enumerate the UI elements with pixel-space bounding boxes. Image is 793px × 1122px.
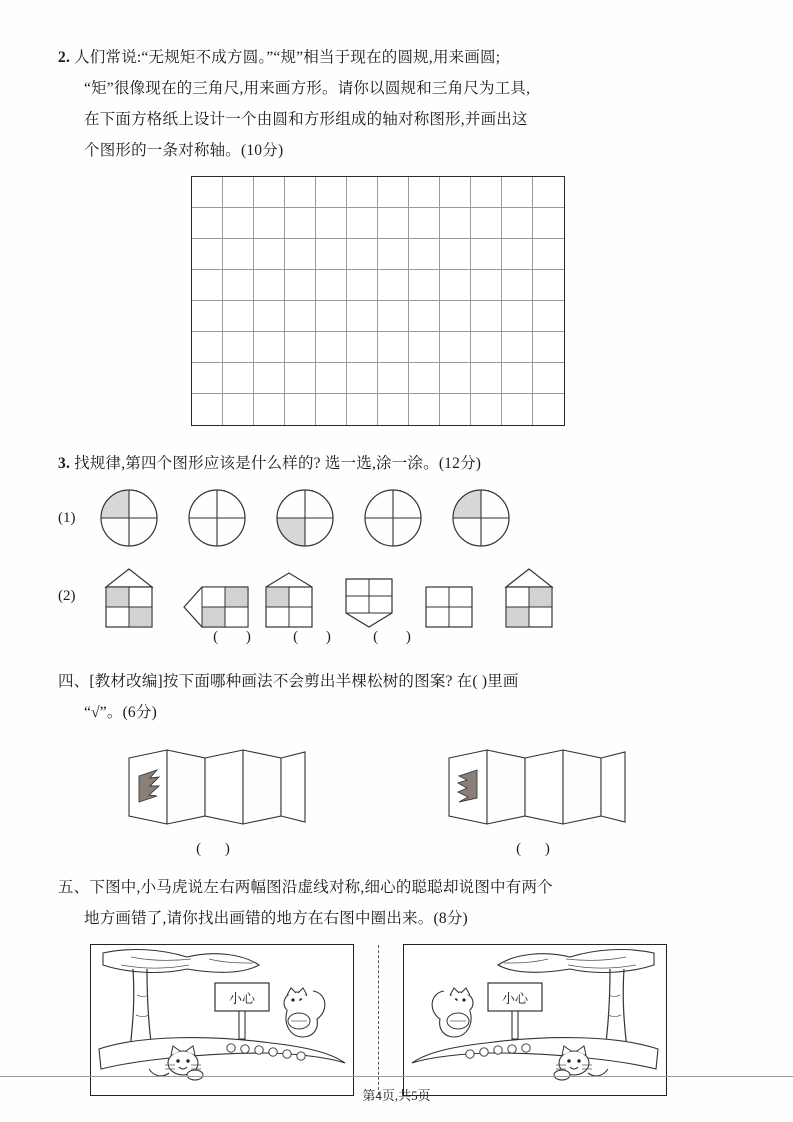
- grid-cell: [192, 239, 223, 270]
- grid-cell: [440, 363, 471, 394]
- grid-cell: [502, 301, 533, 332]
- section-4: [58, 666, 698, 728]
- answer-bracket-2[interactable]: ( ): [293, 629, 343, 645]
- grid-cell: [440, 270, 471, 301]
- grid-cell: [192, 394, 223, 425]
- grid-cell: [316, 301, 347, 332]
- grid-paper[interactable]: [191, 176, 565, 426]
- fold-option-2-caption[interactable]: ( ): [516, 841, 560, 857]
- answer-bracket-1[interactable]: ( ): [213, 629, 263, 645]
- question-3-row-2-label: (2): [58, 587, 76, 604]
- grid-cell: [440, 208, 471, 239]
- grid-cell: [192, 270, 223, 301]
- circle-shape-5[interactable]: [450, 487, 512, 549]
- grid-paper-wrap: [58, 176, 698, 426]
- grid-cell: [192, 332, 223, 363]
- grid-cell: [471, 332, 502, 363]
- sign-text-right: 小心: [501, 991, 528, 1006]
- grid-cell: [471, 301, 502, 332]
- grid-cell: [347, 394, 378, 425]
- grid-cell: [409, 270, 440, 301]
- left-arrow-shape[interactable]: [178, 565, 240, 627]
- grid-cell: [285, 208, 316, 239]
- picture-left[interactable]: [90, 944, 354, 1096]
- grid-cell: [223, 394, 254, 425]
- house-shape-1[interactable]: [98, 565, 160, 627]
- symmetry-pictures: [58, 944, 698, 1096]
- question-3-row-1-label: (1): [58, 509, 76, 526]
- grid-cell: [533, 177, 564, 208]
- grid-cell: [285, 239, 316, 270]
- grid-cell: [471, 394, 502, 425]
- grid-cell: [533, 332, 564, 363]
- grid-cell: [285, 301, 316, 332]
- fold-option-1-caption[interactable]: ( ): [196, 841, 240, 857]
- grid-cell: [533, 363, 564, 394]
- grid-cell: [533, 301, 564, 332]
- grid-cell: [192, 301, 223, 332]
- question-2: [58, 42, 698, 166]
- grid-cell: [192, 363, 223, 394]
- grid-cell: [347, 177, 378, 208]
- grid-cell: [378, 394, 409, 425]
- page-content: [58, 42, 698, 1096]
- circle-series: [98, 487, 512, 549]
- grid-cell: [502, 208, 533, 239]
- grid-cell: [254, 177, 285, 208]
- circle-shape-2[interactable]: [186, 487, 248, 549]
- grid-cell: [254, 363, 285, 394]
- grid-cell: [316, 332, 347, 363]
- page-number: 第4页,共5页: [362, 1088, 431, 1103]
- grid-cell: [378, 177, 409, 208]
- grid-cell: [533, 239, 564, 270]
- grid-cell: [316, 239, 347, 270]
- circle-shape-4[interactable]: [362, 487, 424, 549]
- section-4-line-2: “√”。(6分): [84, 704, 157, 721]
- question-3-answer-brackets: [198, 629, 698, 646]
- grid-cell: [347, 239, 378, 270]
- svg-text:小心: 小心: [228, 991, 255, 1006]
- grid-cell: [471, 239, 502, 270]
- grid-cell: [223, 239, 254, 270]
- grid-cell: [502, 332, 533, 363]
- grid-cell: [223, 208, 254, 239]
- grid-cell: [347, 208, 378, 239]
- grid-cell: [254, 239, 285, 270]
- grid-cell: [440, 332, 471, 363]
- grid-cell: [192, 208, 223, 239]
- section-5-line-2: 地方画错了,请你找出画错的地方在右图中圈出来。(8分): [84, 910, 468, 927]
- grid-cell: [502, 239, 533, 270]
- grid-cell: [285, 332, 316, 363]
- grid-cell: [502, 363, 533, 394]
- grid-cell: [502, 394, 533, 425]
- shape-series: [98, 565, 560, 627]
- grid-cell: [409, 239, 440, 270]
- grid-cell: [285, 270, 316, 301]
- question-2-line-3: 在下面方格纸上设计一个由圆和方形组成的轴对称图形,并画出这: [84, 111, 528, 128]
- grid-cell: [440, 239, 471, 270]
- grid-cell: [223, 301, 254, 332]
- question-2-text-1: 人们常说:“无规矩不成方圆。”“规”相当于现在的圆规,用来画圆;: [74, 49, 501, 66]
- square-tilt-shape[interactable]: [258, 565, 320, 627]
- grid-cell: [533, 208, 564, 239]
- grid-cell: [471, 363, 502, 394]
- grid-cell: [409, 301, 440, 332]
- grid-cell: [223, 270, 254, 301]
- grid-cell: [440, 394, 471, 425]
- grid-cell: [471, 270, 502, 301]
- grid-cell: [285, 363, 316, 394]
- grid-cell: [347, 270, 378, 301]
- grid-cell: [533, 394, 564, 425]
- grid-cell: [254, 270, 285, 301]
- fold-option-2[interactable]: [443, 740, 633, 858]
- grid-cell: [316, 394, 347, 425]
- question-3: [58, 448, 698, 479]
- grid-cell: [254, 332, 285, 363]
- answer-bracket-3[interactable]: ( ): [373, 629, 423, 645]
- section-5-text-1: 五、下图中,小马虎说左右两幅图沿虚线对称,细心的聪聪却说图中有两个: [58, 879, 553, 896]
- grid-cell: [409, 332, 440, 363]
- grid-cell: [409, 394, 440, 425]
- grid-cell: [378, 239, 409, 270]
- grid-cell: [378, 332, 409, 363]
- fold-diagrams: [58, 740, 698, 858]
- question-2-line-2: “矩”很像现在的三角尺,用来画方形。请你以圆规和三角尺为工具,: [84, 80, 531, 97]
- square-shape[interactable]: [418, 565, 480, 627]
- grid-cell: [223, 363, 254, 394]
- question-3-number: 3.: [58, 455, 71, 472]
- grid-cell: [347, 301, 378, 332]
- grid-cell: [440, 177, 471, 208]
- grid-cell: [285, 394, 316, 425]
- grid-cell: [409, 363, 440, 394]
- question-3-line: [58, 448, 698, 479]
- grid-cell: [409, 208, 440, 239]
- question-3-row-1: [58, 487, 698, 549]
- grid-cell: [378, 301, 409, 332]
- question-2-line-4: 个图形的一条对称轴。(10分): [84, 142, 284, 159]
- picture-right[interactable]: [403, 944, 667, 1096]
- section-5-line-1: [58, 872, 698, 903]
- grid-cell: [347, 332, 378, 363]
- grid-cell: [440, 301, 471, 332]
- grid-cell: [223, 177, 254, 208]
- grid-cell: [409, 177, 440, 208]
- circle-shape-3[interactable]: [274, 487, 336, 549]
- grid-cell: [378, 363, 409, 394]
- grid-cell: [347, 363, 378, 394]
- grid-cell: [316, 270, 347, 301]
- grid-cell: [285, 177, 316, 208]
- grid-cell: [471, 177, 502, 208]
- grid-cell: [192, 177, 223, 208]
- question-2-line-1: [58, 42, 698, 73]
- grid-cell: [223, 332, 254, 363]
- grid-cell: [254, 301, 285, 332]
- circle-shape-1[interactable]: [98, 487, 160, 549]
- grid-cell: [316, 363, 347, 394]
- grid-cell: [378, 208, 409, 239]
- pentagon-down-shape[interactable]: [338, 565, 400, 627]
- house-shape-2[interactable]: [498, 565, 560, 627]
- page-footer: [0, 1076, 793, 1104]
- grid-cell: [502, 177, 533, 208]
- grid-cell: [502, 270, 533, 301]
- section-4-line-1: 四、[教材改编]按下面哪种画法不会剪出半棵松树的图案? 在( )里画: [58, 673, 519, 690]
- grid-cell: [471, 208, 502, 239]
- fold-option-1[interactable]: [123, 740, 313, 858]
- grid-cell: [316, 208, 347, 239]
- grid-cell: [378, 270, 409, 301]
- question-2-number: 2.: [58, 49, 71, 66]
- grid-cell: [533, 270, 564, 301]
- grid-cell: [254, 208, 285, 239]
- symmetry-axis: [378, 945, 379, 1095]
- question-3-text: 找规律,第四个图形应该是什么样的? 选一选,涂一涂。(12分): [74, 455, 482, 472]
- grid-cell: [254, 394, 285, 425]
- grid-cell: [316, 177, 347, 208]
- section-5: [58, 872, 698, 934]
- question-3-row-2: [58, 565, 698, 627]
